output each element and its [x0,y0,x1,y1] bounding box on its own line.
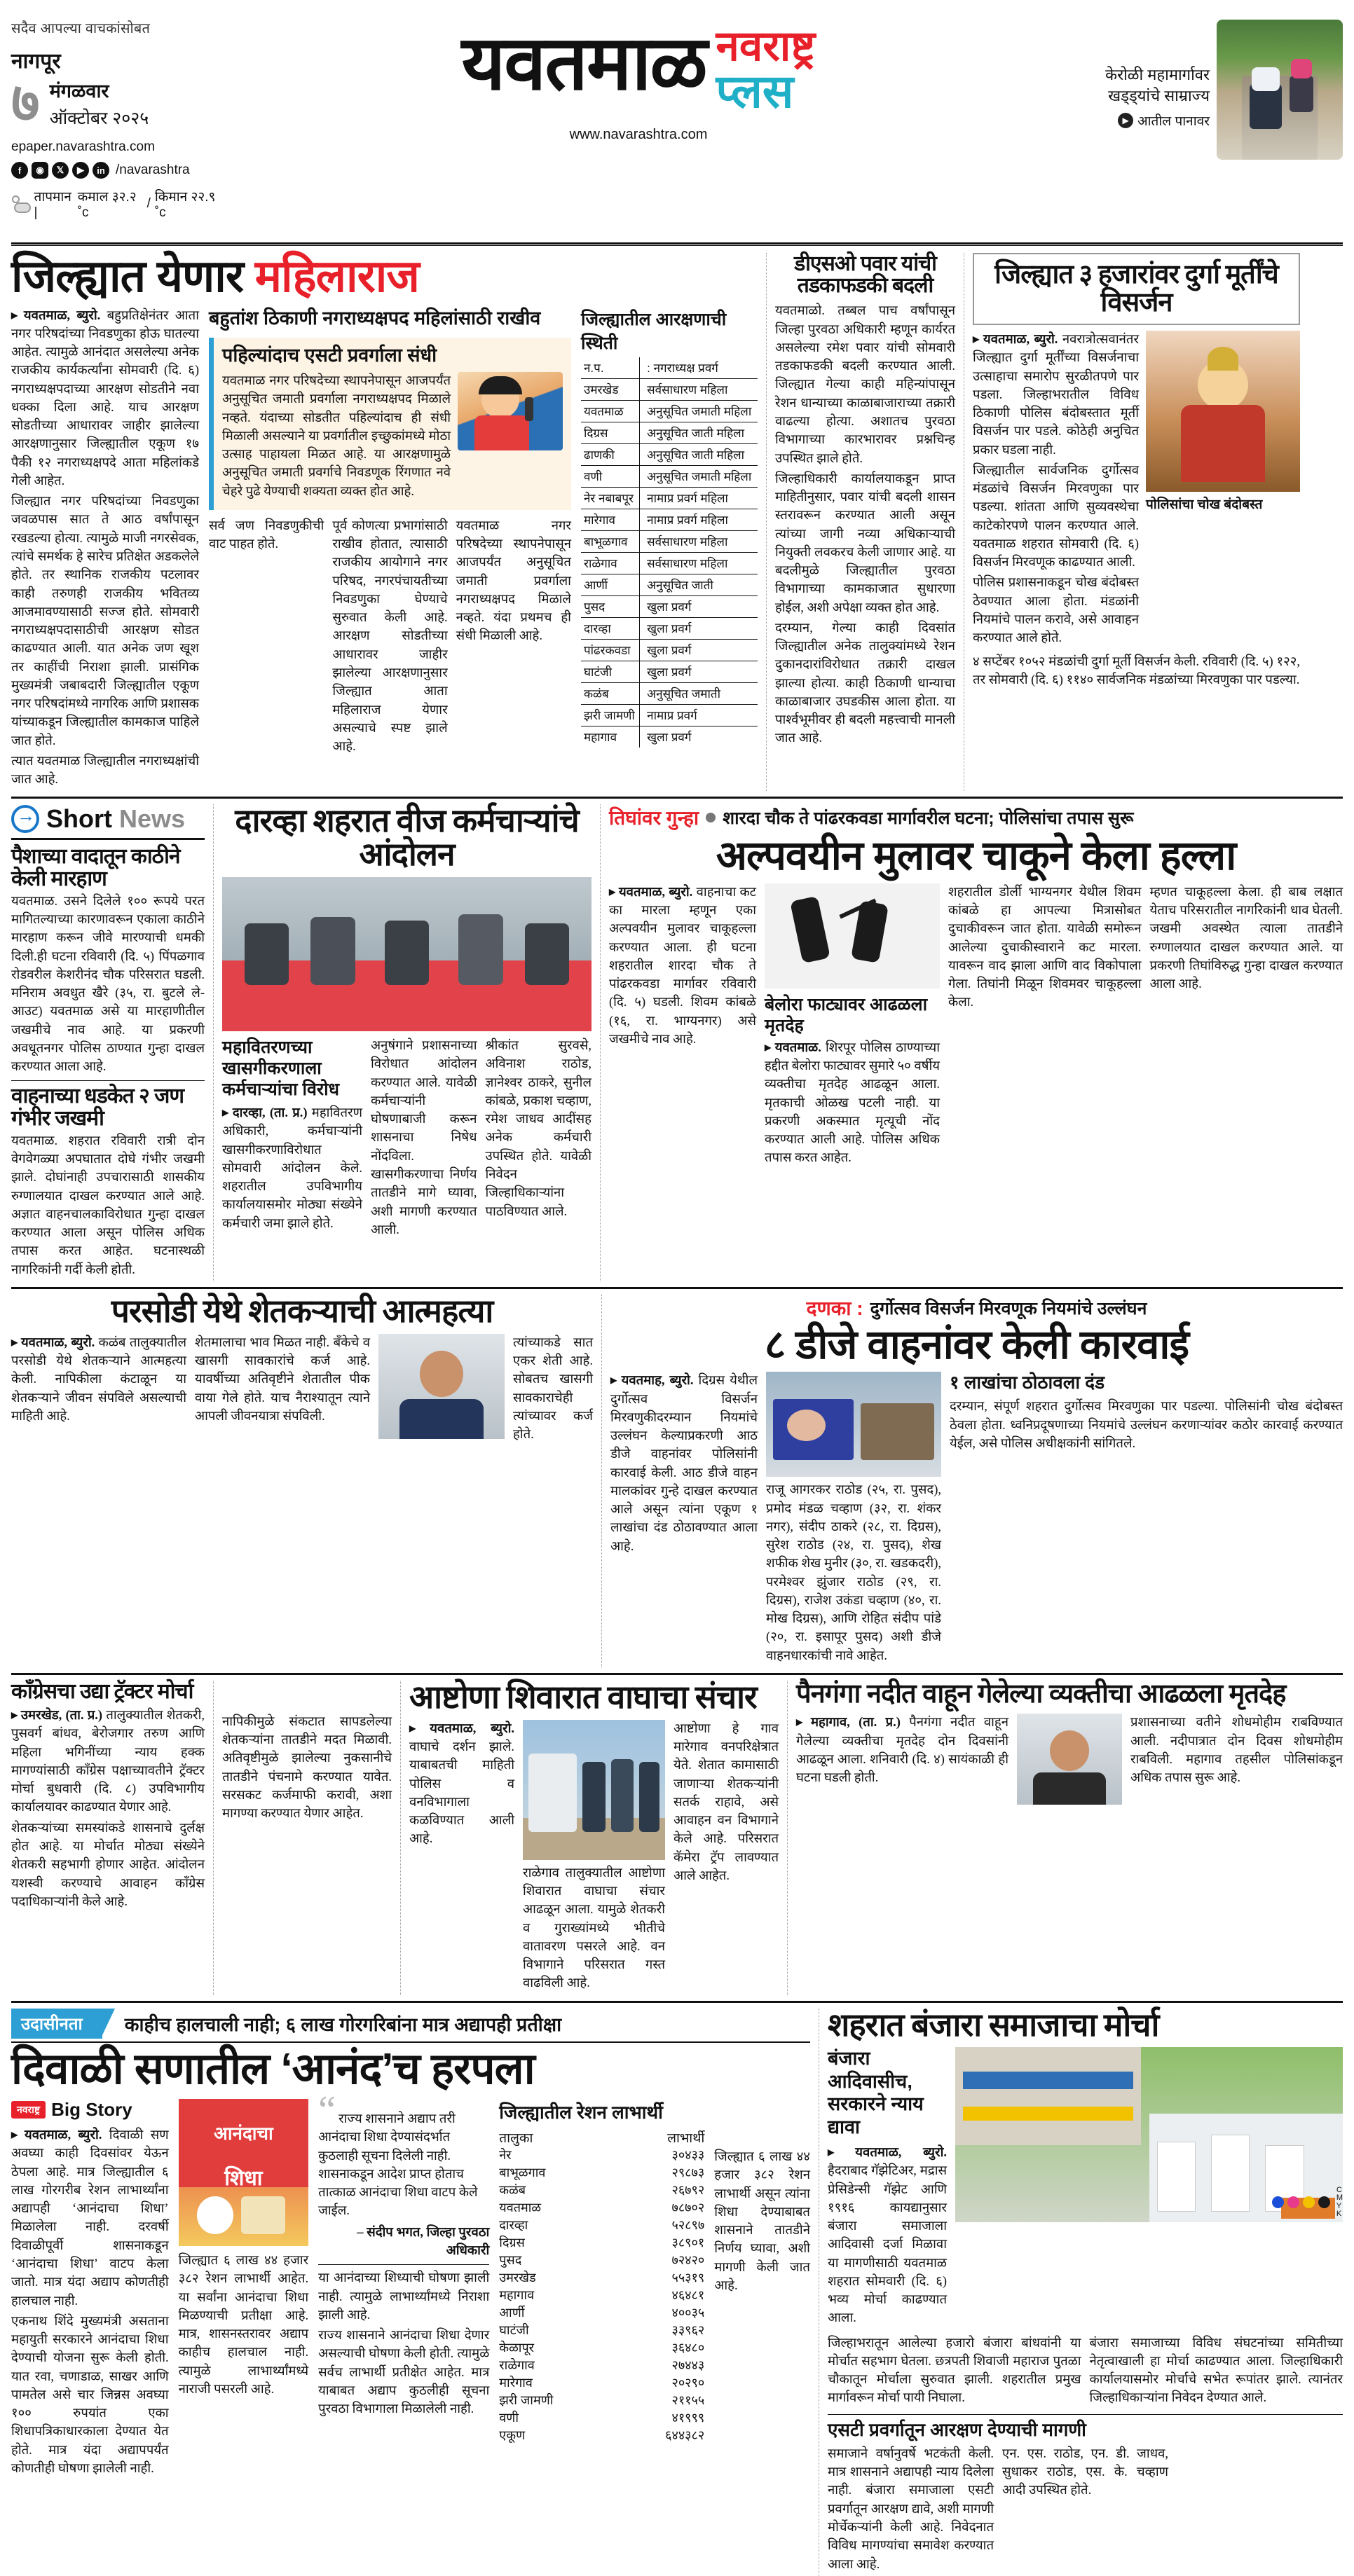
dj-body-0: दिग्रस येथील दुर्गोत्सव विसर्जन मिरवणुकीदरम्यान नियमांचे उल्लंघन केल्याप्रकरणी आठ डीजे वाहनांवर पोलिसांनी कारवाई केली. आठ डीजे वाहन मालकांवर गुन्हे दाखल करण्यात आले असून त्यांना एकूण १ लाखांचा दंड ठोठावण्यात आला आहे. [610,1374,758,1554]
day-number: ७ [11,72,40,134]
dj-truck-photo [766,1372,941,1477]
weather-block [11,187,221,221]
diwali-story [11,2009,810,2576]
banjara-body-3: एन. एस. राठोड, एन. डी. जाधव, सुधाकर राठोड, एस. के. चव्हाण आदी उपस्थित होते. [1002,2446,1168,2498]
temp-max: कमाल ३२.२ ˚c [77,190,137,220]
big-story-badge [11,2099,132,2121]
chaku-kicker-red: तिघांवर गुन्हा [609,807,699,829]
diwali-col-2 [179,2099,309,2480]
ashtona-police-photo [523,1720,665,1860]
darvha-headline: दारव्हा शहरात वीज कर्मचाऱ्यांचे आंदोलन [235,803,579,873]
brand-badge: नवराष्ट्र [11,2101,46,2119]
table-header-row [581,357,758,379]
chaku-p0 [609,883,756,1049]
chart-value: ३८९०१ [671,2235,705,2250]
lead-body-1: जिल्ह्यात नगर परिषदांच्या निवडणुका जवळपास सात ते आठ वर्षांपासून रखडल्या होत्या. त्यामुळे माजी नगरसेवक, त्यांचे समर्थक हे सारेच प्रतिक्षेत अडकलेले होते. तर स्थानिक राजकीय पटलावर काही तरुणही राजकीय भवितव्य आजमावण्यासाठी सज्ज होते. सोमवारी नगराध्यक्षपदासाठीची आरक्षण सोडत काढण्यात आली. यात अनेक जण खूश तर काहींची निराशा झाली. प्रासंगिक मुख्यमंत्री जबाबदारी जिल्ह्यातील एकूण नगर परिषदांमध्ये नागरिक आणि प्रशासक यांच्याकडून जिल्ह्यातील कामकाज पाहिले जात होते. [11,495,199,748]
durga-photo-wrap [1146,331,1300,650]
parsodi-body-2: त्यांच्याकडे सात एकर शेती आहे. सोबतच खासगी सावकाराचेही त्यांच्यावर कर्ज होते. [513,1335,593,1442]
instagram-icon[interactable]: ◉ [32,162,48,179]
arrow-circle-icon [11,805,39,833]
lead-dateline: ▶ यवतमाळ, ब्युरो. [11,309,100,323]
chart-value: ७८७०२ [671,2200,705,2215]
dso-headline: डीएसओ पवार यांची तडकाफडकी बदली [794,252,936,298]
website-url[interactable]: www.navarashtra.com [569,127,708,143]
temp-sep: / [146,196,151,211]
ration-chart [499,2099,704,2480]
table-row: पुसद खुला प्रवर्ग [581,595,758,617]
band-three [11,1295,1343,1667]
cartoon-illustration [458,372,563,450]
chart-value: ५२८९७ [671,2217,705,2232]
masthead-tagline: सदैव आपल्या वाचकांसोबत [11,21,151,36]
packet-label-2: शिधा [224,2166,263,2190]
chart-value: ३३९६२ [671,2322,705,2337]
chart-category: राळेगाव [499,2357,535,2372]
paper-title: यवतमाळ [461,20,706,105]
color-dot-y [1303,2196,1315,2208]
parsodi-headline: परसोडी येथे शेतकऱ्याची आत्महत्या [111,1293,493,1329]
table-row: महागाव खुला प्रवर्ग [581,726,758,748]
diwali-mid-0: या आनंदाच्या शिध्याची घोषणा झाली नाही. त्यामुळे लाभार्थ्यांमध्ये निराशा झाली आहे. [318,2271,490,2322]
table-row: वणी अनुसूचित जमाती महिला [581,465,758,487]
bullet-dot-icon [706,813,716,822]
chart-value: २६७९२ [671,2182,705,2197]
lead-side-2: यवतमाळ नगर परिषदेच्या स्थापनेपासून आजपर्यंत अनुसूचित जमाती प्रवर्गाला नगराध्यक्षपद मिळाले नव्हते. यंदा प्रथमच ही संधी मिळाली आहे. [456,518,571,644]
congress-body-1: नापिकीमुळे संकटात सापडलेल्या शेतकऱ्यांना तातडीने मदत मिळावी. अतिवृष्टीमुळे झालेल्या नुकसानीचे तातडीने पंचनामे करण्यात यावेत. सरसकट कर्जमाफी करावी, अशा मागण्या करण्यात येणार आहेत. [222,1714,392,1821]
diwali-mid-1: राज्य शासनाने आनंदाचा शिधा देणार असल्याची घोषणा केली होती. त्यामुळे सर्वच लाभार्थी प्रतीक्षेत आहेत. मात्र याबाबत अद्याप कुठलीही सूचना पुरवठा विभागाला मिळालेली नाही. [318,2329,490,2417]
masthead-teaser [1055,6,1343,160]
reservation-table-wrap [581,307,758,792]
congress-story [11,1681,205,1995]
chart-category: बाभूळगाव [499,2165,546,2179]
epaper-link[interactable]: epaper.navarashtra.com [11,139,155,154]
painganga-dateline: ▶ महागाव, (ता. प्र.) [796,1716,901,1730]
table-row: उमरखेड सर्वसाधारण महिला [581,378,758,400]
dj-headline: ८ डीजे वाहनांवर केली कारवाई [765,1321,1189,1368]
facebook-icon[interactable]: f [11,162,28,179]
quote-icon: “ [318,2088,336,2133]
weather-icon [11,195,30,213]
durga-photo-caption: पोलिसांचा चोख बंदोबस्त [1146,497,1263,513]
chart-category: महागाव [499,2287,535,2302]
chaku-illustration [765,883,940,989]
painganga-story [787,1681,1343,1995]
congress-body-0: तालुक्यातील शेतकरी, पुसवर्ग बांधव, बेरोजगार तरुण आणि महिला भगिनींच्या न्याय हक्क मागण्यांसाठी काँग्रेस पक्षाच्यावतीने ट्रॅक्टर मोर्चा बुधवारी (दि. ८) उपविभागीय कार्यालयावर काढण्यात येणार आहे. [11,1709,205,1815]
dso-body-0: यवतमाळो. तब्बल पाच वर्षांपासून जिल्हा पुरवठा अधिकारी म्हणून कार्यरत असलेल्या रमेश पवार यांची सोमवारी तडकाफडकी बदली करण्यात आली. जिल्ह्यात गेल्या काही महिन्यांपासून रेशन धान्याच्या काळाबाजाराच्या तक्रारी वाढल्या होत्या. अशातच पुरवठा विभागाच्या कारभारावर प्रश्नचिन्ह उपस्थित झाले होते. [775,304,955,466]
lead-headline-red: महिलाराज [254,251,419,301]
dso-story [766,253,955,791]
date-block [11,72,221,134]
parsodi-story [11,1295,593,1667]
table-row: मारेगाव नामाप्र प्रवर्ग महिला [581,509,758,530]
chart-row [499,2391,704,2409]
dso-body-2: दरम्यान, गेल्या काही दिवसांत जिल्ह्यातील अनेक तालुक्यांमध्ये रेशन दुकानदारांविरोधात तक्रारी दाखल झाल्या होत्या. काही ठिकाणी धान्याचा काळाबाजार उघडकीस आला होता. या पार्श्वभूमीवर ही बदली महत्त्वाची मानली जात आहे. [775,621,955,746]
ashtona-p0 [409,1720,514,1993]
lead-headline-black: जिल्ह्यात येणार [11,251,255,301]
belora-body: शिरपूर पोलिस ठाण्याच्या हद्दीत बेलोरा फाट्यावर सुमारे ५० वर्षीय व्यक्तीचा मृतदेह आढळून आला. मृतकाची ओळख पटली नाही. या प्रकरणी अकस्मात मृत्यूची नोंद करण्यात आली आहे. पोलिस अधिक तपास करत आहेत. [765,1040,940,1166]
chart-header-row [499,2128,704,2146]
table-row: दारव्हा खुला प्रवर्ग [581,617,758,639]
short-news-body-0: यवतमाळ. उसने दिलेले १०० रूपये परत मागितल्याच्या कारणावरून एकाला काठीने मारहाण करून जीवे मारण्याची धमकी दिली.ही घटना रविवारी (दि. ५) पिंपळगाव रोडवरील केशरीनंद चौक परिसरात घडली. मनिराम अवधुत खैरे (३५, रा. बुटले ले-आउट) यवतमाळ असे या मारहाणीतील जखमीचे नाव आहे. या प्रकरणी अवधूतनगर पोलिस ठाण्यात गुन्हा दाखल करण्यात आला आहे. [11,894,205,1075]
table-row: बाभूळगाव सर्वसाधारण महिला [581,530,758,552]
painganga-body-0: पैनगंगा नदीत वाहून गेलेल्या व्यक्तीचा मृतदेह दोन दिवसांनी आढळून आला. शनिवारी (दि. ४) सायंकाळी ही घटना घडली होती. [796,1716,1008,1786]
diwali-body-0: दिवाळी सण अवघ्या काही दिवसांवर येऊन ठेपला आहे. मात्र जिल्ह्यातील ६ लाख गोरगरीब रेशन लाभार्थ्यांना अद्यापही ‘आनंदाचा शिधा’ मिळालेला नाही. दरवर्षी दिवाळीपूर्वी शासनाकडून ‘आनंदाचा शिधा’ वाटप केला जातो. मात्र यंदा अद्याप कोणतीही हालचाल नाही. [11,2128,169,2308]
arrow-right-icon: ▶ [1118,113,1133,128]
chart-category: आर्णी [499,2305,525,2320]
table-row: कळंब अनुसूचित जमाती [581,682,758,704]
banjara-headline: शहरात बंजारा समाजाचा मोर्चा [828,2006,1159,2043]
chart-value: ७२४२० [671,2252,705,2267]
band-two [11,804,1343,1281]
ashtona-body-1: आष्टोणा हे गाव मारेगाव वनपरिक्षेत्रात येते. शेतात कामासाठी जाणाऱ्या शेतकऱ्यांनी सतर्क राहावे, असे आवाहन वन विभागाने केले आहे. परिसरात कॅमेरा ट्रॅप लावण्यात आले आहेत. [673,1721,779,1883]
banjara-story [819,2006,1343,2576]
darvha-subhead: महावितरणच्या खासगीकरणाला कर्मचाऱ्यांचा विरोध [222,1038,339,1100]
congress-cont [213,1681,392,1995]
lead-body-2: त्यात यवतमाळ जिल्ह्यातील नगराध्यक्षांची जात आहे. [11,754,199,787]
chart-row [499,2339,704,2356]
diwali-col-1 [11,2099,169,2480]
brand-line-1: नवराष्ट्र [716,22,816,69]
short-news-headline-1: वाहनाच्या धडकेत २ जण गंभीर जखमी [11,1084,184,1130]
chaku-body-1: शहरातील डोर्ली भाग्यनगर येथील शिवम कांबळे हा आपल्या मित्रासोबत दुचाकीवरून जात होता. यावेळी समोरून आलेल्या दुचाकीस्वाराने कट मारला. यावरून वाद झाला आणि वाद विकोपाला गेला. तिघांनी मिळून शिवमवर चाकूहल्ला केला. [948,885,1142,1010]
short-news-label-1: Short [46,804,112,834]
temp-min: किमान २२.९ ˚c [154,190,216,220]
diwali-body-1: एकनाथ शिंदे मुख्यमंत्री असताना महायुती सरकारने आनंदाचा शिधा देण्याची योजना सुरू केली होती. यात रवा, चणाडाळ, साखर आणि पामतेल असे चार जिन्नस अवघ्या १०० रुपयांत एका शिधापत्रिकाधारकाला देण्यात येत होते. मात्र यंदा अद्यापपर्यंत कोणतीही घोषणा झालेली नाही. [11,2314,169,2476]
month-year: ऑक्टोबर २०२५ [49,109,149,128]
chart-category: पुसद [499,2252,522,2267]
brand-line-2: प्लस [716,65,794,117]
diwali-body-2: जिल्ह्यात ६ लाख ४४ हजार ३८२ रेशन लाभार्थी आहेत. या सर्वांना आनंदाचा शिधा मिळण्याची प्रतीक्षा आहे. मात्र, शासनस्तरावर अद्याप काहीच हालचाल नाही. त्यामुळे लाभार्थ्यांमध्ये नाराजी पसरली आहे. [178,2254,309,2397]
table-row: झरी जामणी नामाप्र प्रवर्ग [581,704,758,726]
darvha-body-2: श्रीकांत सुरवसे, अविनाश राठोड, ज्ञानेश्वर ठाकरे, सुनील कांबळे, प्रकाश चव्हाण, रमेश जाधव आदींसह अनेक कर्मचारी उपस्थित होते. यावेळी निवेदन जिल्हाधिकाऱ्यांना पाठविण्यात आले. [485,1039,591,1219]
diwali-quote: राज्य शासनाने अद्याप तरी आनंदाचा शिधा देण्यासंदर्भात कुठलाही सूचना दिलेली नाही. शासनाकडून आदेश प्राप्त होताच तात्काळ आनंदाचा शिधा वाटप केले जाईल. [318,2112,478,2219]
banjara-p0 [828,2144,947,2328]
diwali-col-5 [714,2099,810,2480]
band-lead [11,253,1343,791]
lead-col-1 [11,307,199,792]
dj-story [601,1295,1343,1667]
chart-value: ३०४३३ [671,2147,705,2162]
durga-p0 [973,331,1139,460]
chart-row [499,2374,704,2391]
anand-shidha-packet [179,2099,309,2246]
dj-p0 [610,1372,758,1556]
chart-value: ४००३५ [671,2305,705,2320]
chaku-body-0: वाहनाचा कट का मारला म्हणून एका अल्पवयीन मुलावर चाकूहल्ला करण्यात आला. ही घटना शहरातील शारदा चौक ते पांढरकवडा मार्गावर रविवारी (दि. ५) घडली. शिवम कांबळे (१६, रा. भाग्यनगर) असे जखमीचे नाव आहे. [609,885,756,1047]
banjara-dateline: ▶ यवतमाळ, ब्युरो. [828,2146,947,2160]
durga-dateline: ▶ यवतमाळ, ब्युरो. [973,333,1058,347]
chaku-dateline: ▶ यवतमाळ, ब्युरो. [609,886,692,900]
chart-category: कळंब [499,2182,526,2197]
chart-value: २९८७३ [671,2165,705,2179]
linkedin-icon[interactable]: in [93,162,109,179]
color-dot-c [1272,2196,1284,2208]
social-links[interactable] [11,162,221,179]
banjara-body-2: बंजारा समाजाच्या विविध संघटनांच्या समितीच्या नेतृत्वाखाली हा मोर्चा काढण्यात आला. जिल्हाधिकारी कार्यालयासमोर मोर्चाचे सभेत रूपांतर झाले. त्यानंतर जिल्हाधिकाऱ्यांना निवेदन देण्यात आले. [1089,2336,1343,2406]
banjara-body-4 [1177,2445,1343,2574]
big-story-label: Big Story [51,2099,132,2121]
chaku-headline: अल्पवयीन मुलावर चाकूने केला हल्ला [716,833,1236,879]
chart-row [499,2356,704,2374]
congress-dateline: ▶ उमरखेड, (ता. प्र.) [11,1709,102,1723]
ashtona-body-0: राळेगाव तालुक्यातील आष्टोणा शिवारात वाघाचा संचार आढळून आला. यामुळे शेतकरी व गुराख्यांमध्ये भीतीचे वातावरण पसरले आहे. वन विभागाने परिसरात गस्त वाढविली आहे. [523,1866,665,1991]
lead-subhead: बहुतांश ठिकाणी नगराध्यक्षपद महिलांसाठी राखीव [209,307,541,329]
diwali-kicker: काहीच हालचाली नाही; ६ लाख गोरगरिबांना मात्र अद्यापही प्रतीक्षा [124,2013,562,2035]
chart-value: २११५५ [671,2392,705,2407]
painganga-headline: पैनगंगा नदीत वाहून गेलेल्या व्यक्तीचा आढळला मृतदेह [796,1679,1286,1709]
durga-idol-photo [1146,331,1300,492]
belora-p [765,1039,940,1168]
lead-headline [11,253,758,300]
banjara-sub-body: समाजाने वर्षानुवर्षे भटकंती केली. मात्र शासनाने अद्यापही न्याय दिलेला नाही. बंजारा समाजाला एसटी प्रवर्गातून आरक्षण द्यावे, अशी मागणी मोर्चेकऱ्यांनी केली आहे. निवेदनात विविध मागण्यांचा समावेश करण्यात आला आहे. [828,2446,994,2572]
lead-para-0 [11,307,199,491]
lead-story [11,253,758,791]
dj-kicker-text: दुर्गोत्सव विसर्जन मिरवणूक नियमांचे उल्लंघन [870,1298,1147,1318]
banjara-subhead: बंजारा आदिवासीच, सरकारने न्याय द्यावा [828,2048,924,2137]
band-divider-1 [11,797,1343,799]
ashtona-body-2: वाघाचे दर्शन झाले. याबाबतची माहिती पोलिस व वनविभागाला कळविण्यात आली आहे. [409,1740,514,1847]
dj-kicker-red: दणका : [806,1297,863,1319]
ashtona-headline: आष्टोणा शिवारात वाघाचा संचार [409,1679,757,1715]
chart-row [499,2163,704,2181]
cmyk-label: C M Y K [1336,2185,1343,2219]
parsodi-body-1: शेतमालाचा भाव मिळत नाही. बँकेचे व खासगी सावकारांचे कर्ज आहे. यावर्षीच्या अतिवृष्टीने शेतातील पीक वाया गेले होते. याच नैराश्यातून त्याने आपली जीवनयात्रा संपविली. [195,1335,370,1424]
chart-category: वणी [499,2410,519,2425]
painganga-body-1: प्रशासनाच्या वतीने शोधमोहीम राबविण्यात आली. नदीपात्रात दोन दिवस शोधमोहीम राबविली. महागाव तहसील पोलिसांकडून अधिक तपास सुरू आहे. [1130,1716,1343,1786]
short-news-header [11,804,205,840]
packet-label-1: आनंदाचा [213,2123,273,2144]
painganga-p0 [796,1714,1008,1803]
chart-category: एकूण [499,2427,526,2442]
chart-category: यवतमाळ [499,2200,542,2215]
diwali-dateline: ▶ यवतमाळ, ब्युरो. [11,2128,102,2142]
chart-category: नेर [499,2147,512,2162]
durga-body-1: जिल्ह्यातील सार्वजनिक दुर्गोत्सव मंडळांचे विसर्जन मिरवणुका पार पडल्या. शांतता आणि सुव्यवस्थेचा काटेकोरपणे पालन करण्यात आले. यवतमाळ शहरात सोमवारी (दि. ६) विसर्जन मिरवणूक काढण्यात आली. [973,463,1139,570]
chart-row [499,2409,704,2426]
dj-dateline: ▶ यवतमाह, ब्युरो. [610,1374,693,1388]
congress-headline: काँग्रेसचा उद्या ट्रॅक्टर मोर्चा [11,1679,193,1703]
chart-category: दिग्रस [499,2235,525,2250]
banjara-sub-headline: एसटी प्रवर्गातून आरक्षण देण्याची मागणी [828,2418,1086,2440]
durga-body-0: नवरात्रोत्सवानंतर जिल्ह्यात दुर्गा मूर्तींच्या विसर्जनाचा उत्साहाचा समारोप सुरळीतपणे पार पडला. जिल्हाभरातील विविध ठिकाणी पोलिस बंदोबस्तात मूर्ती विसर्जन पार पडले. कोठेही अनुचित प्रकार घडला नाही. [973,333,1140,457]
chart-row [499,2268,704,2286]
band-divider-2 [11,1287,1343,1289]
lead-body-0: बहुप्रतिक्षेनंतर आता नगर परिषदांच्या निवडणुका होऊ घातल्या आहेत. त्यामुळे आनंदात असलेल्या अनेक राजकीय कार्यकर्त्यांना सोमवारी (दि. ६) नगराध्यक्षपदाच्या आरक्षण सोडतीने नवा धक्का दिला आहे. याच आरक्षण सोडतीच्या आधारावर जाहीर झालेल्या आरक्षणानुसार जिल्ह्यातील एकूण १७ पैकी १२ नगराध्यक्षपदे आता महिलांकडे गेली आहेत. [11,308,200,488]
durga-story [964,253,1300,791]
lead-col-2 [209,307,571,792]
short-news-headline-0: पैशाच्या वादातून काठीने केली मारहाण [11,845,180,890]
chaku-story [600,804,1343,1281]
table-row: घाटंजी खुला प्रवर्ग [581,661,758,682]
darvha-dateline: ▶ दारव्हा, (ता. प्र.) [222,1106,308,1120]
reservation-table [581,357,758,748]
banjara-body-0: हैदराबाद गॅझेटिअर, मद्रास प्रेसिडेन्सी गॅझेट आणि १९१६ कायद्यानुसार बंजारा समाजाला आदिवासी दर्जा मिळावा या मागणीसाठी यवतमाळ शहरात सोमवारी (दि. ६) भव्य मोर्चा काढण्यात आला. [828,2164,947,2326]
dj-body-2: दरम्यान, संपूर्ण शहरात दुर्गोत्सव मिरवणुका पार पडल्या. पोलिसांनी चोख बंदोबस्त ठेवला होता. ध्वनिप्रदूषणाच्या नियमांचे उल्लंघन करणाऱ्यांवर कठोर कारवाई करण्यात येईल, असे पोलिस अधीक्षकांनी सांगितले. [950,1400,1343,1452]
edition-city: नागपूर [11,50,61,73]
tintbox-body: यवतमाळ नगर परिषदेच्या स्थापनेपासून आजपर्यंत अनुसूचित जमाती प्रवर्गाला नगराध्यक्षपद मिळाले नव्हते. यंदाच्या सोडतीत पहिल्यांदाच ही संधी मिळाली असल्याने या प्रवर्गातील इच्छुकांमध्ये मोठा उत्साह पाहायला मिळत आहे. या आरक्षणामुळे अनुसूचित जमाती प्रवर्गाचे निवडणूक रिंगणात नवे चेहरे पुढे येण्याची शक्यता व्यक्त होत आहे. [222,373,451,499]
darvha-p0 [222,1104,362,1233]
masthead [11,0,1343,238]
table-row: राळेगाव सर्वसाधारण महिला [581,552,758,574]
social-handle: /navarashtra [116,163,190,177]
chaku-body-2: म्हणत चाकूहल्ला केला. ही बाब लक्षात येताच परिसरातील नागरिकांनी धाव घेतली. जखमी अवस्थेत त्याला तातडीने रुग्णालयात दाखल करण्यात आले. या प्रकरणी तिघांविरुद्ध गुन्हा दाखल करण्यात आला आहे. [1149,885,1343,992]
chart-row [499,2198,704,2216]
chart-value: ४६४८१ [671,2287,705,2302]
darvha-body-0: महावितरण अधिकारी, कर्मचाऱ्यांनी खासगीकरणाविरोधात सोमवारी आंदोलन केले. शहरातील उपविभागीय कार्यालयासमोर मोठ्या संख्येने कर्मचारी जमा झाले होते. [222,1106,362,1231]
chart-col-header-1: लाभार्थी [667,2130,705,2146]
chart-value: २७४४३ [671,2357,705,2372]
tintbox-heading: पहिल्यांदाच एसटी प्रवर्गाला संधी [222,344,437,366]
chart-row [499,2233,704,2251]
table-row: नेर नबाबपूर नामाप्र प्रवर्ग महिला [581,487,758,509]
udasinata-ribbon: उदासीनता [11,2009,102,2039]
darvha-photo [222,877,591,1031]
parsodi-p0 [11,1334,186,1426]
dj-sidehead: १ लाखांचा ठोठावला दंड [950,1372,1105,1393]
chart-category: मारेगाव [499,2375,533,2390]
chart-col-header-0: तालुका [499,2130,533,2146]
chart-row [499,2181,704,2198]
table-row: दिग्रस अनुसूचित जाती महिला [581,422,758,443]
chart-category: उमरखेड [499,2270,536,2285]
belora-dateline: ▶ यवतमाळ. [765,1041,821,1055]
teaser-caption: केरोळी महामार्गावर खड्ड्यांचे साम्राज्य [1105,66,1210,104]
diwali-headline: दिवाळी सणातील ‘आनंद’च हरपला [11,2044,535,2093]
ashtona-dateline: ▶ यवतमाळ, ब्युरो. [409,1722,514,1736]
color-dot-k [1318,2196,1330,2208]
ashtona-story [400,1681,779,1995]
diwali-col-3 [318,2088,490,2480]
dj-body-1: राजू आगरकर राठोड (२५, रा. पुसद), प्रमोद मंडळ चव्हाण (३२, रा. शंकर नगर), संदीप ठाकरे (२८, रा. दिग्रस), सुरेश राठोड (२४, रा. पुसद), शेख शफीक शेख मुनीर (३०, रा. खडकदरी), परमेश्वर झुंजार राठोड (२९, रा. दिग्रस), राजेश उकंडा चव्हाण (४०, रा. मोख दिग्रस), आणि रोहित संदीप पांडे (२०, रा. इसापूर पुसद) अशी डीजे वाहनधारकांची नावे आहेत. [766,1483,941,1663]
band-five [11,2006,1343,2576]
color-dot-m [1287,2196,1299,2208]
chart-value: ४१९९९ [671,2410,705,2425]
chaku-kicker-text: शारदा चौक ते पांढरकवडा मार्गावरील घटना; पोलिसांचा तपास सुरू [723,808,1134,829]
teaser-more[interactable] [1055,111,1210,130]
short-news-body-1: यवतमाळ. शहरात रविवारी रात्री दोन वेगवेगळ्या अपघातात दोघे गंभीर जखमी झाले. दोघांनाही उपचारासाठी शासकीय रुग्णालयात दाखल करण्यात आले आहे. अज्ञात वाहनचालकाविरोधात गुन्हा दाखल करण्यात आला असून पोलिस अधिक तपास करत आहेत. घटनास्थळी नागरिकांनी गर्दी केली होती. [11,1134,205,1277]
chart-rows [499,2146,704,2444]
chart-value: ५५३१९ [671,2270,705,2285]
painganga-portrait-photo [1017,1714,1122,1805]
darvha-body-1: अनुषंगाने प्रशासनाच्या विरोधात आंदोलन करण्यात आले. यावेळी कर्मचाऱ्यांनी घोषणाबाजी करून शासनाचा निषेध नोंदविला. खासगीकरणाचा निर्णय तातडीने मागे घ्यावा, अशी मागणी करण्यात आली. [371,1039,477,1237]
diwali-kicker-row [11,2009,810,2043]
chart-category: घाटंजी [499,2322,529,2337]
masthead-logo [221,6,1055,143]
congress-p0 [11,1707,205,1817]
x-icon[interactable]: 𝕏 [52,162,69,179]
parsodi-body-0: कळंब तालुक्यातील परसोडी येथे शेतकऱ्याने आत्महत्या केली. नापिकीला कंटाळून या शेतकऱ्याने जीवन संपविले असल्याची माहिती आहे. [11,1335,187,1424]
chart-row [499,2286,704,2303]
table-col-0: न.प. [581,357,640,379]
chart-row [499,2216,704,2233]
chart-value: ६४४३८२ [665,2427,705,2442]
reservation-table-title: जिल्ह्यातील आरक्षणाची स्थिती [581,309,727,353]
table-row: आर्णी अनुसूचित जाती [581,574,758,595]
durga-headline: जिल्ह्यात ३ हजारांवर दुर्गा मूर्तींचे विसर्जन [994,260,1278,317]
diwali-quote-attrib: – संदीप भगत, जिल्हा पुरवठा अधिकारी [357,2225,490,2258]
lead-side-0: सर्व जण निवडणुकीची वाट पाहत होते. [209,518,324,552]
teaser-photo [1217,20,1343,160]
durga-headline-box [973,253,1300,325]
masthead-divider [11,242,1343,246]
masthead-left [11,6,221,221]
chart-value: २०२९० [671,2375,705,2390]
brand-logo [716,22,816,117]
chart-category: केळापूर [499,2340,535,2355]
banjara-body-1: जिल्हाभरातून आलेल्या हजारो बंजारा बांधवांनी या मोर्चात सहभाग घेतला. छत्रपती शिवाजी महाराज पुतळा चौकातून मोर्चाला सुरुवात झाली. शहरातील प्रमुख मार्गावरून मोर्चा पायी निघाला. [828,2336,1081,2406]
table-col-1: : नगराध्यक्ष प्रवर्ग [640,357,758,379]
band-four [11,1681,1343,1995]
parsodi-dateline: ▶ यवतमाळ, ब्युरो. [11,1336,95,1350]
chart-row [499,2303,704,2321]
band-divider-3 [11,1673,1343,1675]
chart-category: दारव्हा [499,2217,528,2232]
chart-category: झरी जामणी [499,2392,554,2407]
dj-kicker [610,1295,1343,1321]
durga-body-2: पोलिस प्रशासनाकडून चोख बंदोबस्त ठेवण्यात आला होता. मंडळांनी नियमांचे पालन करावे, असे आवाहन करण्यात आले होते. [973,576,1139,646]
chart-title: जिल्ह्यातील रेशन लाभार्थी [499,2102,663,2123]
table-row: यवतमाळ अनुसूचित जमाती महिला [581,400,758,422]
diwali-mid-2: जिल्ह्यात ६ लाख ४४ हजार ३८२ रेशन लाभार्थी असून त्यांना शिधा देण्याबाबत शासनाने तातडीने निर्णय घ्यावा, अशी मागणी केली जात आहे. [714,2150,810,2293]
dso-body-1: जिल्हाधिकारी कार्यालयाकडून प्राप्त माहितीनुसार, पवार यांची बदली शासन स्तरावरून करण्यात आली असून त्यांच्या जागी नव्या अधिकाऱ्याची नियुक्ती लवकरच केली जाणार आहे. या बदलीमुळे जिल्ह्यातील पुरवठा विभागाच्या कामकाजात सुधारणा होईल, अशी अपेक्षा व्यक्त होत आहे. [775,471,955,615]
congress-body-2: शेतकऱ्यांच्या समस्यांकडे शासनाचे दुर्लक्ष होत आहे. या मोर्चात मोठ्या संख्येने शेतकरी सहभागी होणार आहेत. आंदोलन यशस्वी करण्याचे आवाहन काँग्रेस पदाधिकाऱ्यांनी केले आहे. [11,1821,205,1909]
sidebar-box-st [209,338,571,510]
weekday: मंगळवार [49,81,109,102]
lead-side-1: पूर्व कोणत्या प्रभागांसाठी राखीव होतात, त्यासाठी राजकीय आयोगाने नगर परिषद, नगरपंचायतीच्या निवडणुका घेण्याचे सुरुवात केली आहे. आरक्षण सोडतीच्या आधारावर जाहीर झालेल्या आरक्षणानुसार जिल्ह्यात आता महिलाराज येणार असल्याचे स्पष्ट झाले आहे. [332,518,448,755]
color-registration-bar [1272,2186,1343,2219]
table-row: ढाणकी अनुसूचित जाती महिला [581,443,758,465]
parsodi-portrait-photo [378,1334,505,1439]
chart-row [499,2321,704,2339]
diwali-p0 [11,2126,169,2310]
table-row: पांढरकवडा खुला प्रवर्ग [581,639,758,661]
chart-row [499,2251,704,2268]
teaser-more-label: आतील पानावर [1137,114,1210,130]
short-news-block [11,804,205,1281]
short-news-label-2: News [119,804,186,834]
band-divider-4 [11,2001,1343,2003]
chaku-kicker [609,804,1343,831]
belora-headline: बेलोरा फाट्यावर आढळला मृतदेह [765,994,928,1035]
chart-value: ३६४८० [671,2340,705,2355]
darvha-story [213,804,591,1281]
youtube-icon[interactable]: ▶ [72,162,89,179]
temp-label: तापमान | [34,190,71,220]
chart-row [499,2146,704,2163]
chart-row [499,2426,704,2444]
durga-stats: ४ सप्टेंबर १०५२ मंडळांची दुर्गा मूर्ती विसर्जन केली. रविवारी (दि. ५) १२२, तर सोमवारी (दि. ६) ११४० सार्वजनिक मंडळांच्या मिरवणुका पार पडल्या. [973,654,1300,687]
